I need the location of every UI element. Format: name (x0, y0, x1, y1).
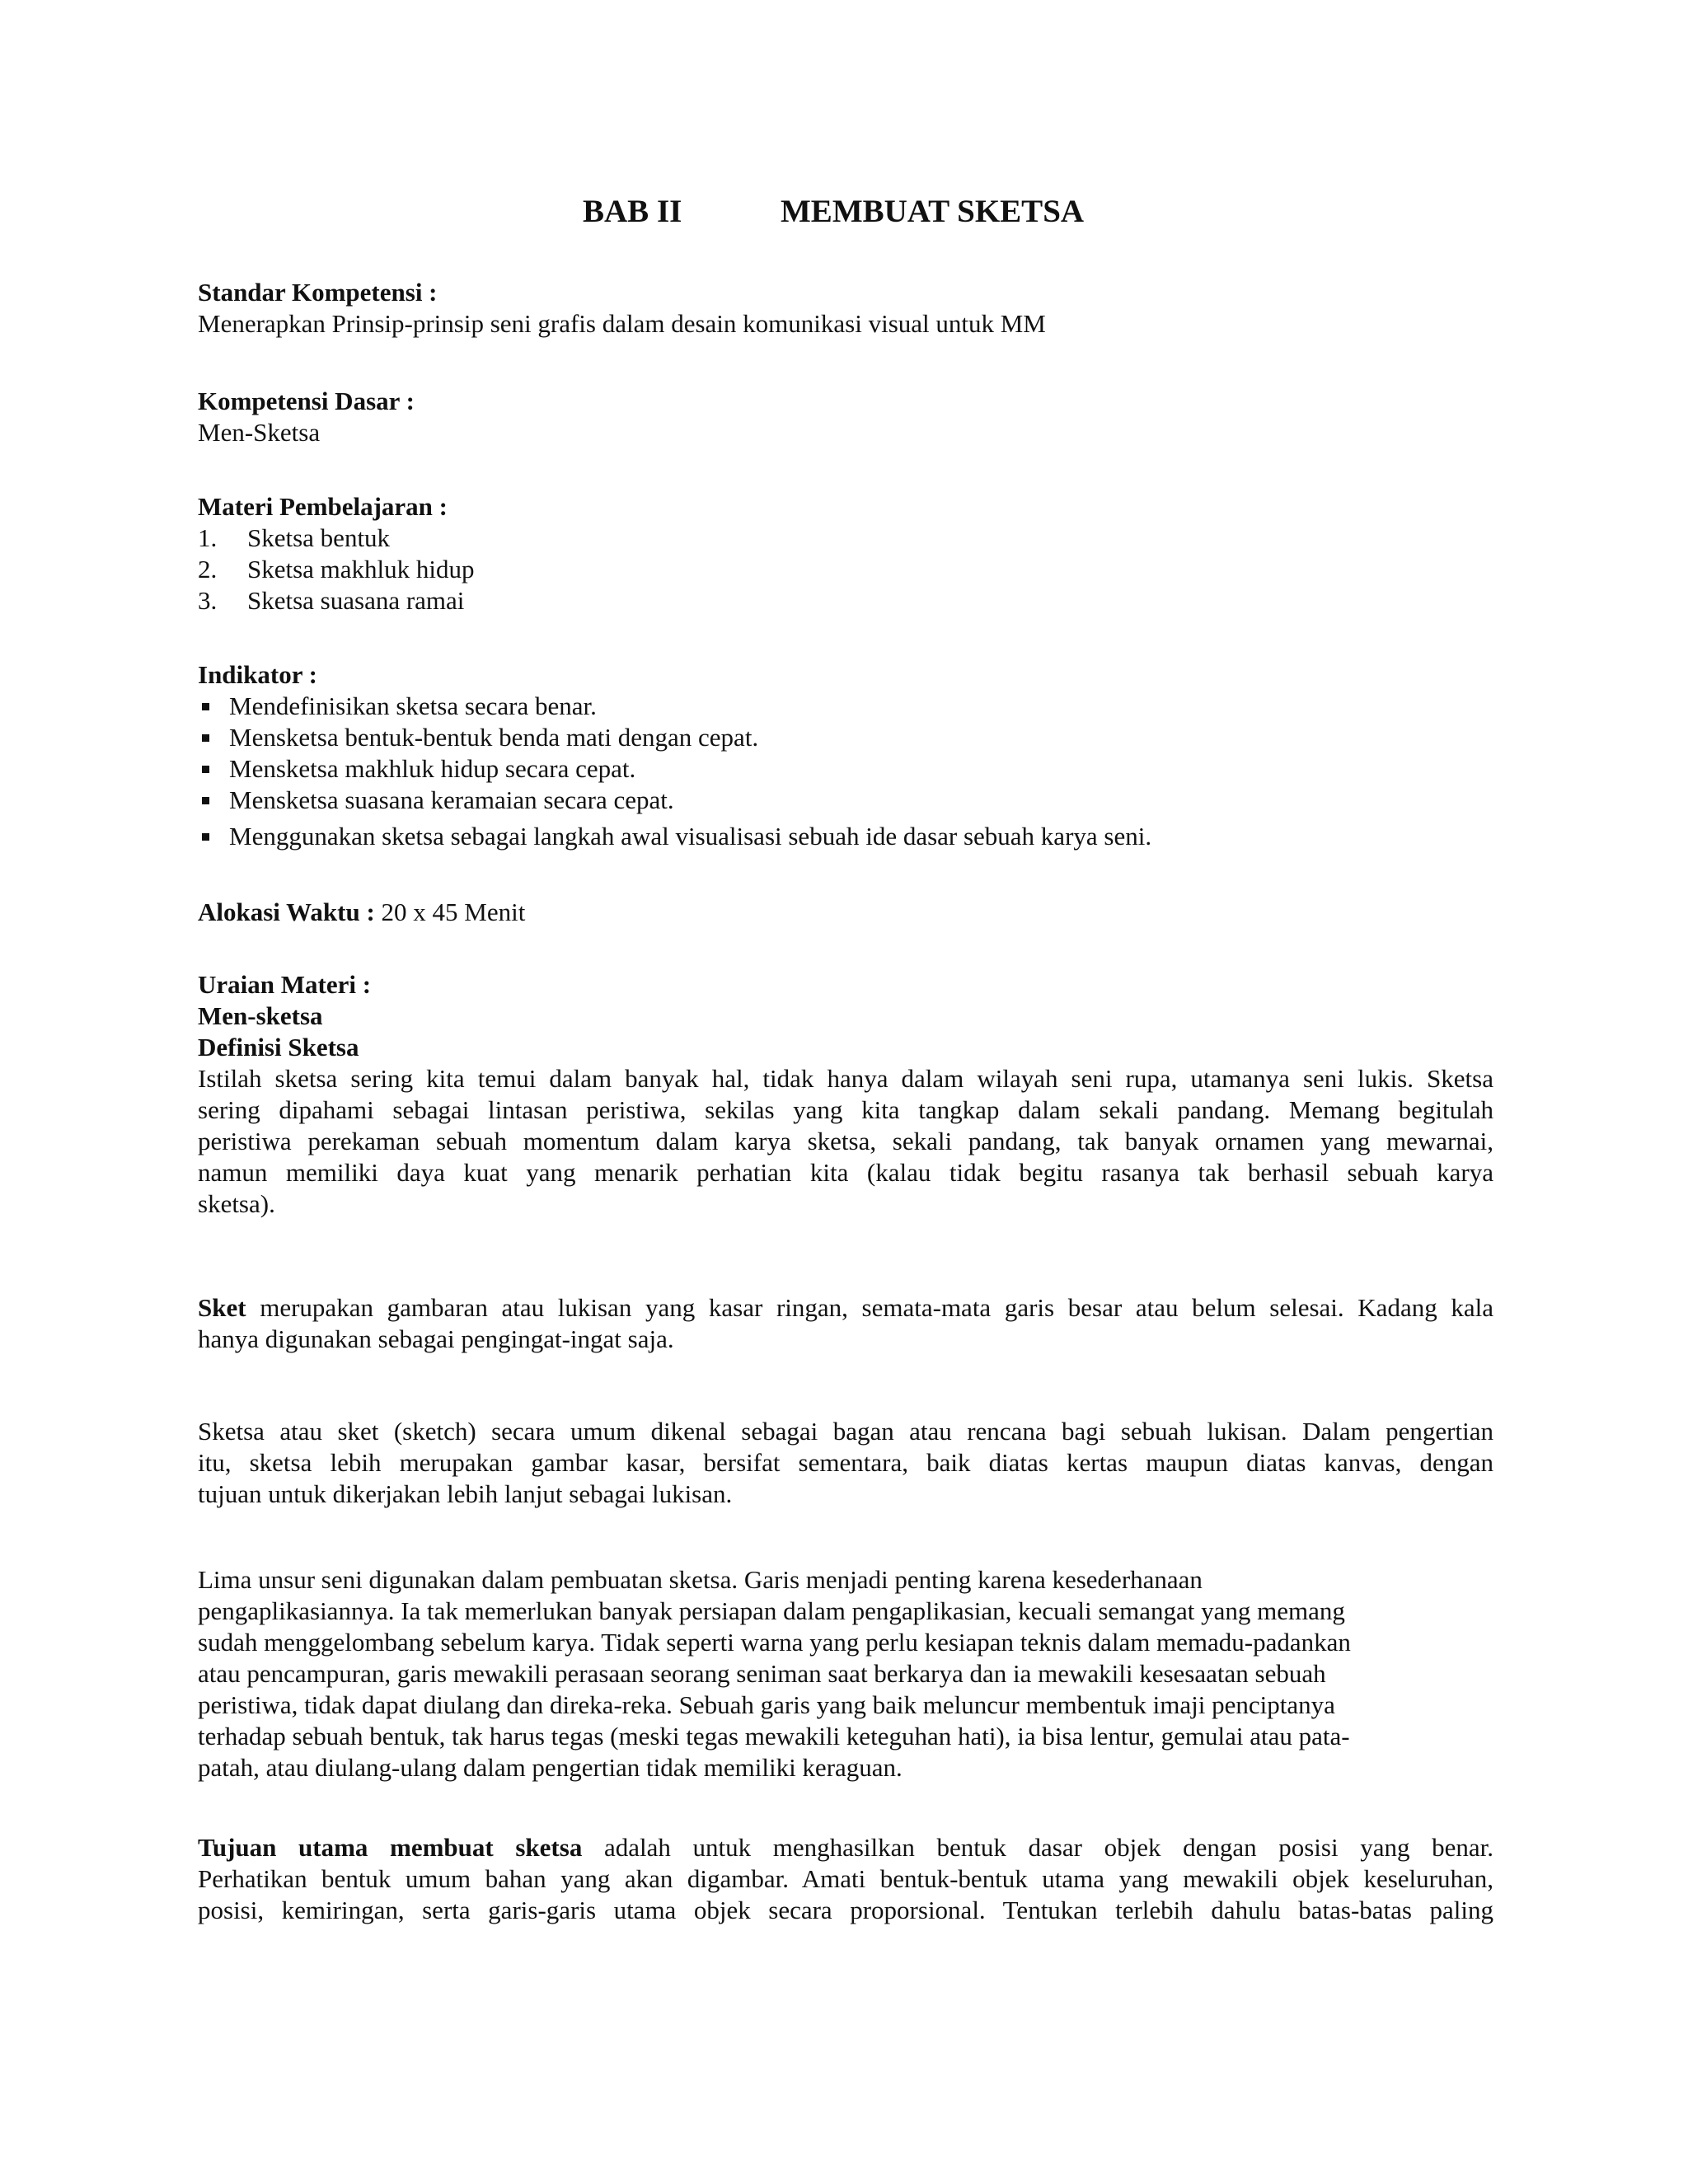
paragraph-unsur-seni (198, 1564, 1493, 1783)
kompetensi-dasar-section (198, 386, 1493, 448)
paragraph-line: hanya digunakan sebagai pengingat-ingat saja. (198, 1324, 674, 1353)
uraian-materi-section (198, 969, 1493, 1063)
paragraph-line (198, 1292, 1493, 1324)
list-item (198, 585, 1493, 616)
paragraph-line: sketsa). (198, 1189, 275, 1218)
list-item-text: Mensketsa makhluk hidup secara cepat. (229, 754, 636, 783)
list-item-text: Mendefinisikan sketsa secara benar. (229, 691, 597, 720)
list-item (198, 785, 1493, 816)
list-item (198, 523, 1493, 554)
paragraph-line: itu, sketsa lebih merupakan gambar kasar, bersifat sementara, baik diatas kertas maupun diatas kanvas, dengan (198, 1448, 1493, 1477)
subheading-men-sketsa: Men-sketsa (198, 1001, 323, 1030)
paragraph-tujuan (198, 1832, 1493, 1926)
bold-term: Sket (198, 1293, 246, 1322)
paragraph-line: atau pencampuran, garis mewakili perasaan seorang seniman saat berkarya dan ia mewakili kesesaatan sebuah (198, 1659, 1326, 1688)
list-item-text: Sketsa makhluk hidup (247, 555, 475, 583)
materi-heading: Materi Pembelajaran : (198, 492, 448, 521)
list-item-text: Mensketsa bentuk-bentuk benda mati dengan cepat. (229, 723, 759, 752)
paragraph-line (198, 1832, 1493, 1863)
list-item-text: Sketsa suasana ramai (247, 586, 465, 615)
paragraph-sketch (198, 1416, 1493, 1510)
kompetensi-text: Men-Sketsa (198, 418, 321, 447)
standar-text: Menerapkan Prinsip-prinsip seni grafis dalam desain komunikasi visual untuk MM (198, 309, 1046, 338)
uraian-heading: Uraian Materi : (198, 970, 372, 999)
list-number: 2. (198, 555, 218, 583)
paragraph-line: sudah menggelombang sebelum karya. Tidak seperti warna yang perlu kesiapan teknis dalam memadu-padankan (198, 1628, 1351, 1657)
paragraph-line: Istilah sketsa sering kita temui dalam banyak hal, tidak hanya dalam wilayah seni rupa, utamanya seni lukis. Sketsa (198, 1064, 1493, 1093)
chapter-title (198, 196, 1493, 246)
list-item (198, 691, 1493, 722)
paragraph-line: terhadap sebuah bentuk, tak harus tegas (meski tegas mewakili keteguhan hati), ia bisa lentur, gemulai atau pata- (198, 1722, 1350, 1750)
paragraph-line: peristiwa perekaman sebuah momentum dalam karya sketsa, sekali pandang, tak banyak ornamen yang mewarnai, (198, 1127, 1493, 1155)
list-item (198, 722, 1493, 753)
list-item (198, 821, 1493, 852)
materi-section (198, 491, 1493, 616)
paragraph-line: patah, atau diulang-ulang dalam pengertian tidak memiliki keraguan. (198, 1753, 903, 1782)
alokasi-label: Alokasi Waktu : (198, 898, 375, 926)
alokasi-value: 20 x 45 Menit (374, 898, 526, 926)
paragraph-line: tujuan untuk dikerjakan lebih lanjut sebagai lukisan. (198, 1479, 733, 1508)
paragraph-line: Lima unsur seni digunakan dalam pembuatan sketsa. Garis menjadi penting karena kesederhanaan (198, 1565, 1203, 1594)
standar-heading: Standar Kompetensi : (198, 278, 438, 307)
paragraph-line: Sketsa atau sket (sketch) secara umum dikenal sebagai bagan atau rencana bagi sebuah lukisan. Dalam pengertian (198, 1417, 1493, 1446)
list-item (198, 554, 1493, 585)
paragraph-line: pengaplikasiannya. Ia tak memerlukan banyak persiapan dalam pengaplikasian, kecuali semangat yang memang (198, 1596, 1345, 1625)
list-item (198, 753, 1493, 785)
indikator-heading: Indikator : (198, 660, 317, 689)
bold-term: Tujuan utama membuat sketsa (198, 1833, 583, 1862)
list-number: 1. (198, 523, 218, 552)
alokasi-waktu (198, 897, 1493, 928)
chapter-number: BAB II (583, 194, 682, 229)
indikator-list (198, 691, 1493, 852)
paragraph-line: sering dipahami sebagai lintasan peristiwa, sekilas yang kita tangkap dalam sekali pandang. Memang begitulah (198, 1095, 1493, 1124)
paragraph-line-text: adalah untuk menghasilkan bentuk dasar objek dengan posisi yang benar. (582, 1833, 1493, 1862)
list-number: 3. (198, 586, 218, 615)
paragraph-line: peristiwa, tidak dapat diulang dan direka-reka. Sebuah garis yang baik meluncur membentuk imaji penciptanya (198, 1690, 1335, 1719)
kompetensi-heading: Kompetensi Dasar : (198, 387, 415, 415)
list-item-text: Sketsa bentuk (247, 523, 391, 552)
paragraph-sket (198, 1292, 1493, 1355)
paragraph-definisi (198, 1063, 1493, 1220)
indikator-section (198, 659, 1493, 852)
paragraph-line: namun memiliki daya kuat yang menarik perhatian kita (kalau tidak begitu rasanya tak berhasil sebuah karya (198, 1158, 1493, 1187)
materi-list (198, 523, 1493, 616)
list-item-text: Menggunakan sketsa sebagai langkah awal visualisasi sebuah ide dasar sebuah karya seni. (229, 822, 1152, 851)
paragraph-line: Perhatikan bentuk umum bahan yang akan digambar. Amati bentuk-bentuk utama yang mewakili objek keseluruhan, (198, 1864, 1493, 1893)
paragraph-line-text: merupakan gambaran atau lukisan yang kasar ringan, semata-mata garis besar atau belum selesai. Kadang kala (246, 1293, 1493, 1322)
chapter-name: MEMBUAT SKETSA (781, 194, 1085, 229)
list-item-text: Mensketsa suasana keramaian secara cepat. (229, 785, 674, 814)
paragraph-line: posisi, kemiringan, serta garis-garis utama objek secara proporsional. Tentukan terlebih dahulu batas-batas paling (198, 1896, 1493, 1924)
subheading-definisi-sketsa: Definisi Sketsa (198, 1033, 359, 1062)
standar-kompetensi-section (198, 277, 1493, 340)
